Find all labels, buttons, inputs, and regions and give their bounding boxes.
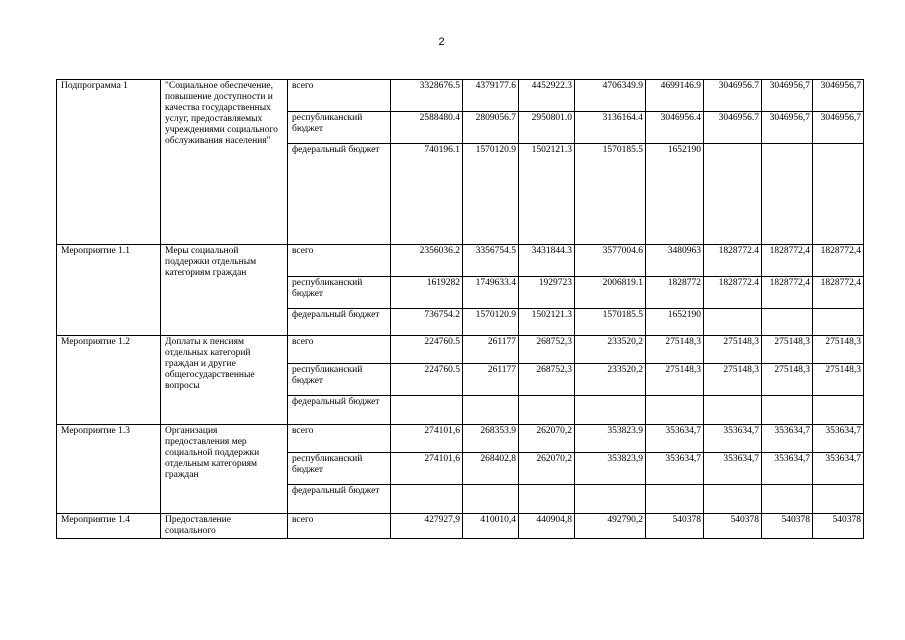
value-cell: 3356754.5	[463, 245, 519, 277]
value-cell: 1502121.3	[519, 309, 575, 336]
value-cell	[391, 485, 463, 514]
value-cell	[463, 396, 519, 425]
value-cell: 1502121.3	[519, 144, 575, 245]
row-group-description: Организация предоставления мер социальной поддержки отдельным категориям граждан	[161, 425, 288, 514]
funding-source-cell: республиканский бюджет	[288, 277, 391, 309]
value-cell: 224760.5	[391, 336, 463, 364]
table-row	[57, 514, 864, 539]
value-cell: 262070,2	[519, 425, 575, 453]
value-cell	[762, 396, 813, 425]
value-cell: 3046956,7	[762, 80, 813, 112]
funding-source-cell: всего	[288, 80, 391, 112]
value-cell: 275148,3	[646, 336, 704, 364]
value-cell: 540378	[646, 514, 704, 539]
row-group-description: Доплаты к пенсиям отдельных категорий граждан и другие общегосударственные вопросы	[161, 336, 288, 425]
value-cell: 410010,4	[463, 514, 519, 539]
row-group-name: Подпрограмма 1	[57, 80, 161, 245]
value-cell: 1652190	[646, 144, 704, 245]
value-cell: 353634,7	[646, 453, 704, 485]
value-cell: 492790,2	[575, 514, 646, 539]
value-cell: 224760.5	[391, 364, 463, 396]
value-cell: 1828772,4	[762, 245, 813, 277]
value-cell	[704, 485, 762, 514]
value-cell: 3046956,7	[813, 80, 864, 112]
value-cell: 3328676.5	[391, 80, 463, 112]
value-cell	[762, 144, 813, 245]
value-cell: 540378	[813, 514, 864, 539]
value-cell: 275148,3	[762, 336, 813, 364]
row-group-description: "Социальное обеспечение, повышение доступности и качества государственных услуг, предоставляемых учреждениями социального обслуживания населения"	[161, 80, 288, 245]
value-cell: 2809056.7	[463, 112, 519, 144]
value-cell: 1929723	[519, 277, 575, 309]
value-cell: 540378	[704, 514, 762, 539]
value-cell: 2356036.2	[391, 245, 463, 277]
funding-source-cell: всего	[288, 514, 391, 539]
value-cell	[463, 485, 519, 514]
table-row	[57, 425, 864, 453]
funding-source-cell: федеральный бюджет	[288, 309, 391, 336]
value-cell: 440904,8	[519, 514, 575, 539]
value-cell: 274101,6	[391, 453, 463, 485]
value-cell: 1652190	[646, 309, 704, 336]
value-cell: 274101,6	[391, 425, 463, 453]
row-group-name: Мероприятие 1.3	[57, 425, 161, 514]
value-cell: 1828772.4	[704, 245, 762, 277]
value-cell: 275148,3	[813, 364, 864, 396]
value-cell	[519, 396, 575, 425]
value-cell: 275148,3	[704, 364, 762, 396]
value-cell: 1570120.9	[463, 309, 519, 336]
value-cell: 268353.9	[463, 425, 519, 453]
value-cell: 1828772.4	[704, 277, 762, 309]
value-cell	[813, 144, 864, 245]
value-cell: 1828772,4	[813, 245, 864, 277]
value-cell	[704, 396, 762, 425]
value-cell: 353634,7	[762, 453, 813, 485]
value-cell: 3046956.4	[646, 112, 704, 144]
value-cell: 1570185.5	[575, 309, 646, 336]
value-cell: 2006819.1	[575, 277, 646, 309]
table-row	[57, 245, 864, 277]
value-cell: 4379177.6	[463, 80, 519, 112]
value-cell: 353634,7	[646, 425, 704, 453]
funding-source-cell: республиканский бюджет	[288, 453, 391, 485]
value-cell: 3577004.6	[575, 245, 646, 277]
value-cell	[813, 396, 864, 425]
value-cell: 268402,8	[463, 453, 519, 485]
value-cell: 1619282	[391, 277, 463, 309]
value-cell: 736754.2	[391, 309, 463, 336]
value-cell	[813, 309, 864, 336]
value-cell: 4706349.9	[575, 80, 646, 112]
funding-source-cell: всего	[288, 425, 391, 453]
funding-source-cell: федеральный бюджет	[288, 485, 391, 514]
row-group-name: Мероприятие 1.4	[57, 514, 161, 539]
value-cell	[762, 309, 813, 336]
row-group-name: Мероприятие 1.1	[57, 245, 161, 336]
value-cell	[519, 485, 575, 514]
value-cell: 275148,3	[813, 336, 864, 364]
value-cell: 1828772,4	[813, 277, 864, 309]
value-cell: 275148,3	[646, 364, 704, 396]
value-cell: 3046956,7	[762, 112, 813, 144]
value-cell: 3046956.7	[704, 80, 762, 112]
value-cell: 261177	[463, 364, 519, 396]
value-cell: 262070,2	[519, 453, 575, 485]
value-cell: 1828772	[646, 277, 704, 309]
value-cell: 740196.1	[391, 144, 463, 245]
value-cell: 353634,7	[704, 425, 762, 453]
funding-source-cell: федеральный бюджет	[288, 144, 391, 245]
value-cell: 268752,3	[519, 336, 575, 364]
value-cell: 233520,2	[575, 364, 646, 396]
value-cell: 3046956,7	[813, 112, 864, 144]
value-cell: 353634,7	[813, 453, 864, 485]
funding-source-cell: республиканский бюджет	[288, 364, 391, 396]
value-cell: 3046956.7	[704, 112, 762, 144]
value-cell: 3480963	[646, 245, 704, 277]
value-cell: 540378	[762, 514, 813, 539]
budget-table-body	[57, 80, 864, 539]
page-number: 2	[438, 36, 445, 48]
funding-source-cell: федеральный бюджет	[288, 396, 391, 425]
funding-source-cell: всего	[288, 245, 391, 277]
budget-table	[56, 79, 864, 539]
value-cell	[704, 309, 762, 336]
value-cell: 3136164.4	[575, 112, 646, 144]
row-group-description: Предоставление социального	[161, 514, 288, 539]
row-group-name: Мероприятие 1.2	[57, 336, 161, 425]
funding-source-cell: всего	[288, 336, 391, 364]
table-row	[57, 336, 864, 364]
value-cell: 2950801.0	[519, 112, 575, 144]
table-row	[57, 80, 864, 112]
value-cell	[575, 396, 646, 425]
value-cell: 4699146.9	[646, 80, 704, 112]
value-cell: 4452922.3	[519, 80, 575, 112]
value-cell	[704, 144, 762, 245]
row-group-description: Меры социальной поддержки отдельным категориям граждан	[161, 245, 288, 336]
value-cell: 3431844.3	[519, 245, 575, 277]
value-cell	[646, 485, 704, 514]
value-cell	[575, 485, 646, 514]
value-cell: 353823,9	[575, 453, 646, 485]
value-cell: 268752,3	[519, 364, 575, 396]
value-cell: 427927,9	[391, 514, 463, 539]
value-cell: 1570120.9	[463, 144, 519, 245]
value-cell: 275148,3	[762, 364, 813, 396]
value-cell	[391, 396, 463, 425]
value-cell: 275148,3	[704, 336, 762, 364]
value-cell	[762, 485, 813, 514]
value-cell: 233520,2	[575, 336, 646, 364]
value-cell: 353634,7	[813, 425, 864, 453]
funding-source-cell: республиканский бюджет	[288, 112, 391, 144]
value-cell: 1749633.4	[463, 277, 519, 309]
value-cell: 1828772,4	[762, 277, 813, 309]
value-cell: 261177	[463, 336, 519, 364]
value-cell	[813, 485, 864, 514]
value-cell	[646, 396, 704, 425]
value-cell: 353634,7	[762, 425, 813, 453]
value-cell: 353823.9	[575, 425, 646, 453]
value-cell: 353634,7	[704, 453, 762, 485]
value-cell: 2588480.4	[391, 112, 463, 144]
value-cell: 1570185.5	[575, 144, 646, 245]
